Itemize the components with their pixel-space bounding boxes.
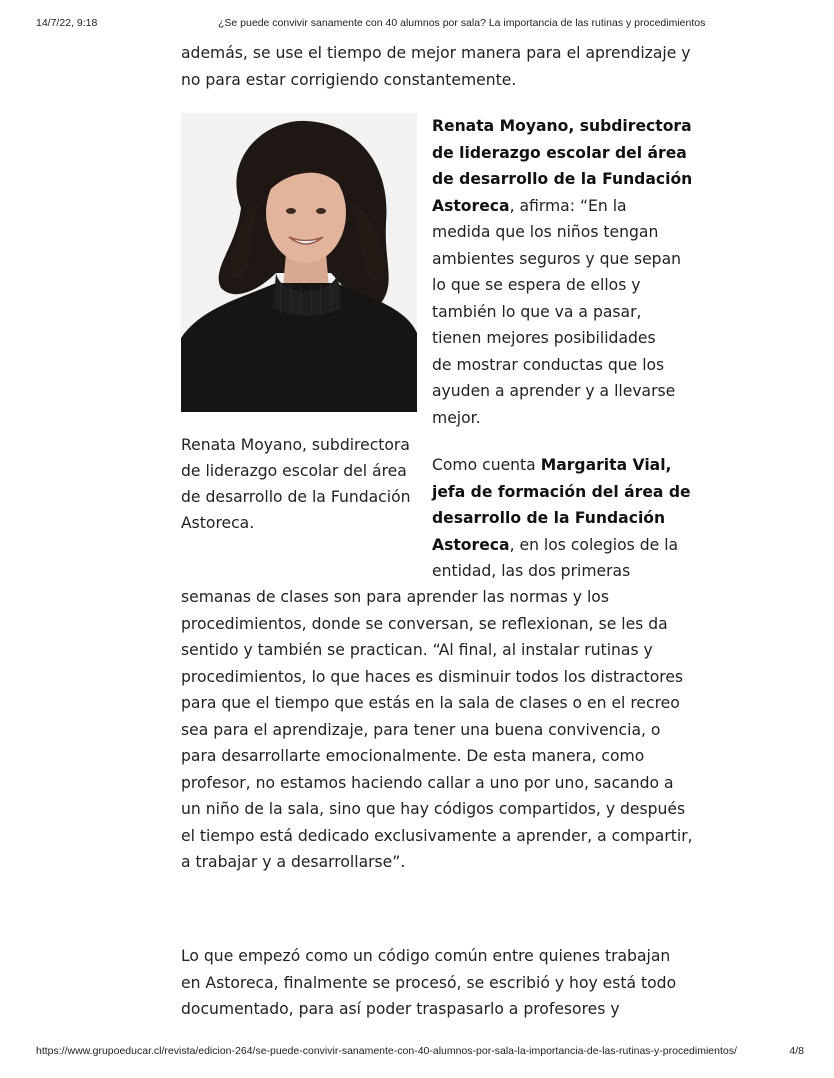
speaker-org: Astoreca: [432, 535, 510, 554]
text-line: profesor, no estamos haciendo callar a uno por uno, sacando a: [181, 773, 674, 792]
text-line: en Astoreca, finalmente se procesó, se escribió y hoy está todo: [181, 973, 677, 992]
text-line: para que el tiempo que estás en la sala de clases o en el recreo: [181, 694, 680, 712]
text-line: ayuden a aprender y a llevarse: [432, 382, 676, 400]
text-line: Lo que empezó como un código común entre quienes trabajan: [181, 947, 671, 965]
text-line: sentido y también se practican. “Al final, al instalar rutinas y: [181, 641, 653, 659]
caption-line: Renata Moyano, subdirectora: [181, 436, 410, 454]
speaker-role: desarrollo de la Fundación: [432, 509, 666, 527]
text-line: a trabajar y a desarrollarse”.: [181, 853, 406, 871]
intro-paragraph: [181, 40, 691, 93]
speaker-name: Renata Moyano, subdirectora: [432, 117, 692, 135]
text-line: entidad, las dos primeras: [432, 562, 631, 580]
text-line: procedimientos, lo que haces es disminuir todos los distractores: [181, 667, 684, 686]
print-date: 14/7/22, 9:18: [36, 17, 98, 29]
text-line: para desarrollarte emocionalmente. De esta manera, como: [181, 747, 645, 765]
text-line: tienen mejores posibilidades: [432, 329, 656, 347]
quote-paragraph-continued: [181, 584, 691, 876]
page-number: 4/8: [789, 1045, 804, 1057]
text-line: lo que se espera de ellos y: [432, 276, 641, 294]
closing-paragraph: [181, 943, 681, 1023]
speaker-role: jefa de formación del área de: [432, 482, 691, 501]
speaker-role: de liderazgo escolar del área: [432, 143, 687, 162]
text-line: también lo que va a pasar,: [432, 302, 642, 321]
text-line: de mostrar conductas que los: [432, 355, 665, 374]
text-line: documentado, para así poder traspasarlo a profesores y: [181, 1000, 620, 1018]
text-line: sea para el aprendizaje, para tener una buena convivencia, o: [181, 720, 661, 739]
print-header: [36, 17, 798, 33]
caption-line: Astoreca.: [181, 514, 255, 532]
portrait-illustration: [181, 113, 417, 412]
quote-paragraph-margarita: [432, 452, 691, 585]
text-line: medida que los niños tengan: [432, 223, 659, 241]
print-page-title: ¿Se puede convivir sanamente con 40 alumnos por sala? La importancia de las rutinas y procedimientos: [218, 17, 706, 29]
caption-line: de desarrollo de la Fundación: [181, 488, 411, 506]
text-line: además, se use el tiempo de mejor manera para el aprendizaje y: [181, 44, 691, 62]
photo-caption: [181, 432, 421, 536]
speaker-name: Margarita Vial,: [540, 456, 672, 474]
text-fragment: Como cuenta: [432, 456, 541, 474]
text-line: el tiempo está dedicado exclusivamente a aprender, a compartir,: [181, 826, 693, 845]
text-line: ambientes seguros y que sepan: [432, 249, 682, 268]
speaker-role: de desarrollo de la Fundación: [432, 170, 693, 188]
text-line: mejor.: [432, 408, 481, 427]
quote-paragraph-renata: [432, 113, 693, 431]
print-url: https://www.grupoeducar.cl/revista/edicion-264/se-puede-convivir-sanamente-con-40-alumnos-por-sala-la-importancia-de-las-rutinas-y-procedimientos/: [36, 1045, 737, 1057]
text-line: procedimientos, donde se conversan, se reflexionan, se les da: [181, 614, 668, 633]
speaker-org: Astoreca: [432, 196, 510, 215]
text-line: un niño de la sala, sino que hay códigos compartidos, y después: [181, 800, 686, 818]
portrait-photo: [181, 113, 417, 412]
text-fragment: , afirma: “En la: [509, 196, 627, 215]
print-footer: [36, 1045, 804, 1061]
text-fragment: , en los colegios de la: [509, 535, 679, 554]
caption-line: de liderazgo escolar del área: [181, 462, 407, 480]
text-line: no para estar corrigiendo constantemente.: [181, 70, 517, 89]
text-line: semanas de clases son para aprender las normas y los: [181, 588, 609, 606]
